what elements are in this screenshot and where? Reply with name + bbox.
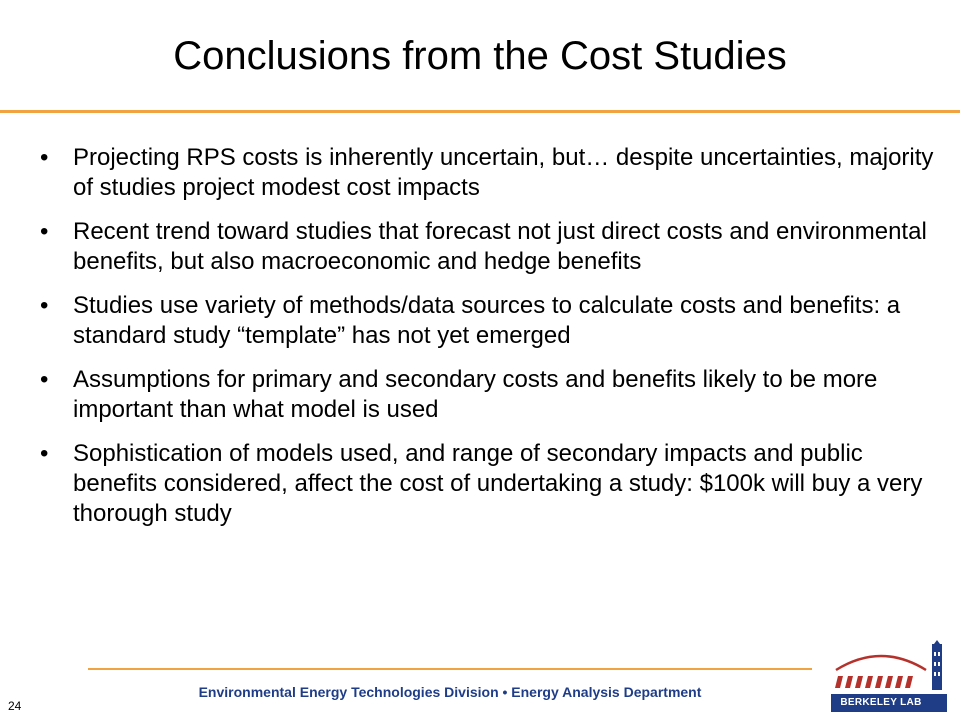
footer-divider	[88, 668, 812, 670]
logo-text: BERKELEY LAB	[840, 697, 922, 708]
slide-title: Conclusions from the Cost Studies	[173, 34, 787, 78]
bullet-marker: •	[40, 218, 49, 245]
footer-text: Environmental Energy Technologies Division • Energy Analysis Department	[198, 684, 702, 700]
bullet-text: Recent trend toward studies that forecast not just direct costs and environmental benefits, but also macroeconomic and hedge benefits	[73, 218, 927, 275]
bullet-item	[40, 217, 945, 277]
bullet-marker: •	[40, 440, 49, 467]
bullet-item	[40, 291, 945, 351]
bullet-text: Sophistication of models used, and range of secondary impacts and public benefits considered, affect the cost of undertaking a study: $100k will buy a very thorough study	[73, 440, 923, 527]
bullet-marker: •	[40, 366, 49, 393]
bullet-list	[40, 143, 945, 543]
bullet-item	[40, 143, 945, 203]
bullet-marker: •	[40, 292, 49, 319]
page-number: 24	[8, 699, 22, 713]
bullet-item	[40, 365, 945, 425]
bullet-marker: •	[40, 144, 49, 171]
title-divider	[0, 110, 960, 113]
bullet-text: Projecting RPS costs is inherently uncertain, but… despite uncertainties, majority of studies project modest cost impacts	[73, 144, 934, 201]
berkeley-lab-logo	[826, 640, 956, 716]
bullet-text: Studies use variety of methods/data sources to calculate costs and benefits: a standard study “template” has not yet emerged	[73, 292, 901, 349]
bullet-text: Assumptions for primary and secondary costs and benefits likely to be more important than what model is used	[73, 366, 878, 423]
bullet-item	[40, 439, 945, 529]
